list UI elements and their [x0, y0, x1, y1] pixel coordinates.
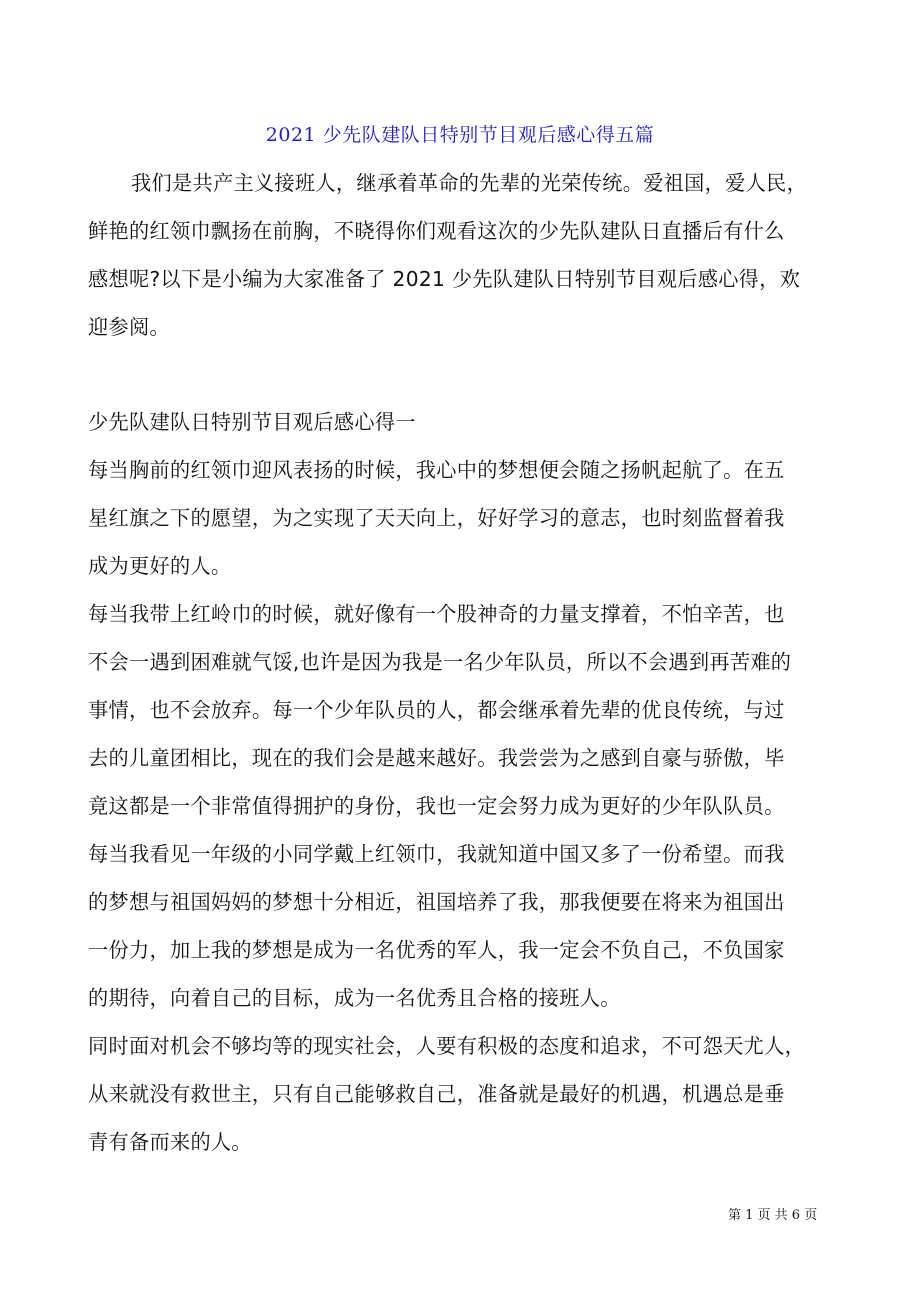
body-line: 去的儿童团相比，现在的我们会是越来越好。我尝尝为之感到自豪与骄傲，毕: [88, 746, 785, 770]
body-line: 青有备而来的人。: [88, 1130, 252, 1154]
section-heading: 少先队建队日特别节目观后感心得一: [88, 410, 416, 434]
body-line: 的期待，向着自己的目标，成为一名优秀且合格的接班人。: [88, 986, 621, 1010]
body-line: 竟这都是一个非常值得拥护的身份，我也一定会努力成为更好的少年队队员。: [88, 794, 785, 818]
body-line: 事情，也不会放弃。每一个少年队员的人，都会继承着先辈的优良传统，与过: [88, 698, 785, 722]
intro-line: 鲜艳的红领巾飘扬在前胸，不晓得你们观看这次的少先队建队日直播后有什么: [88, 219, 785, 243]
body-line: 同时面对机会不够均等的现实社会，人要有积极的态度和追求，不可怨天尤人，: [88, 1034, 806, 1058]
body-line: 每当我看见一年级的小同学戴上红领巾，我就知道中国又多了一份希望。而我: [88, 842, 785, 866]
body-line: 的梦想与祖国妈妈的梦想十分相近，祖国培养了我，那我便要在将来为祖国出: [88, 890, 785, 914]
document-title: 2021 少先队建队日特别节目观后感心得五篇: [265, 124, 655, 146]
body-line: 每当我带上红岭巾的时候，就好像有一个股神奇的力量支撑着，不怕辛苦，也: [88, 602, 785, 626]
intro-line: 我们是共产主义接班人，继承着革命的先辈的光荣传统。爱祖国，爱人民，: [131, 171, 808, 195]
body-line: 星红旗之下的愿望，为之实现了天天向上，好好学习的意志，也时刻监督着我: [88, 506, 785, 530]
page-number: 第 1 页 共 6 页: [728, 1208, 818, 1223]
body-line: 不会一遇到困难就气馁,也许是因为我是一名少年队员，所以不会遇到再苦难的: [88, 650, 792, 674]
body-line: 一份力，加上我的梦想是成为一名优秀的军人，我一定会不负自己，不负国家: [88, 938, 785, 962]
intro-line: 迎参阅。: [88, 315, 170, 339]
intro-line: 感想呢?以下是小编为大家准备了 2021 少先队建队日特别节目观后感心得，欢: [88, 267, 801, 291]
body-line: 从来就没有救世主，只有自己能够救自己，准备就是最好的机遇，机遇总是垂: [88, 1082, 785, 1106]
body-line: 每当胸前的红领巾迎风表扬的时候，我心中的梦想便会随之扬帆起航了。在五: [88, 458, 785, 482]
body-line: 成为更好的人。: [88, 554, 232, 578]
